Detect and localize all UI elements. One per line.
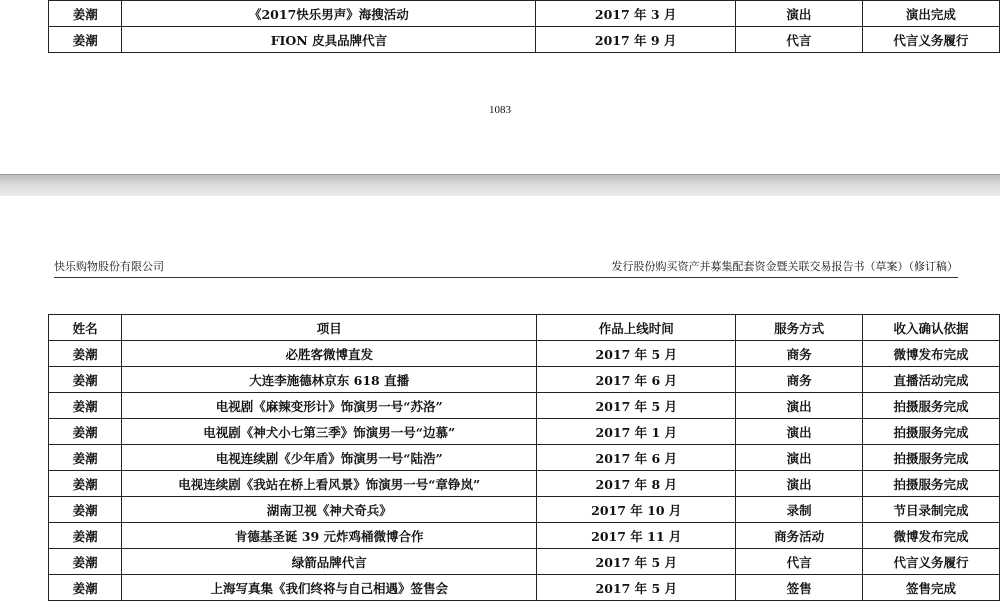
- cell-date: 2017 年 1 月: [537, 419, 736, 445]
- cell-basis: 代言义务履行: [863, 549, 1000, 575]
- cell-basis: 微博发布完成: [863, 523, 1000, 549]
- cell-service: 商务活动: [736, 523, 863, 549]
- cell-date: 2017 年 5 月: [537, 575, 736, 601]
- cell-date: 2017 年 9 月: [536, 27, 736, 53]
- col-header-name: 姓名: [49, 315, 122, 341]
- report-title: 发行股份购买资产并募集配套资金暨关联交易报告书（草案）（修订稿）: [611, 260, 958, 273]
- cell-basis: 拍摄服务完成: [863, 445, 1000, 471]
- cell-basis: 微博发布完成: [863, 341, 1000, 367]
- page-header: [54, 258, 958, 278]
- cell-project: 大连李施德林京东 618 直播: [122, 367, 537, 393]
- page-separator: [0, 174, 1000, 197]
- cell-basis: 拍摄服务完成: [863, 393, 1000, 419]
- cell-project: FION 皮具品牌代言: [122, 27, 536, 53]
- table-row: [49, 367, 1000, 393]
- cell-name: 姜潮: [49, 27, 122, 53]
- cell-basis: 直播活动完成: [863, 367, 1000, 393]
- company-name: 快乐购物股份有限公司: [54, 260, 164, 273]
- col-header-project: 项目: [122, 315, 537, 341]
- cell-project: 《2017快乐男声》海搜活动: [122, 1, 536, 27]
- cell-project: 电视剧《神犬小七第三季》饰演男一号“边慕”: [122, 419, 537, 445]
- cell-date: 2017 年 6 月: [537, 445, 736, 471]
- current-page: [0, 196, 1000, 608]
- cell-date: 2017 年 5 月: [537, 549, 736, 575]
- table-row: [49, 575, 1000, 601]
- table-row: [49, 471, 1000, 497]
- cell-basis: 签售完成: [863, 575, 1000, 601]
- cell-date: 2017 年 10 月: [537, 497, 736, 523]
- cell-service: 商务: [736, 341, 863, 367]
- cell-service: 演出: [736, 419, 863, 445]
- income-table: [48, 314, 1000, 601]
- cell-basis: 代言义务履行: [862, 27, 999, 53]
- cell-date: 2017 年 3 月: [536, 1, 736, 27]
- table-row: [49, 445, 1000, 471]
- table-row: [49, 341, 1000, 367]
- cell-date: 2017 年 11 月: [537, 523, 736, 549]
- cell-date: 2017 年 5 月: [537, 341, 736, 367]
- cell-project: 电视连续剧《我站在桥上看风景》饰演男一号“章铮岚”: [122, 471, 537, 497]
- cell-basis: 拍摄服务完成: [863, 471, 1000, 497]
- cell-name: 姜潮: [49, 471, 122, 497]
- table-row: [49, 27, 1000, 53]
- cell-project: 湖南卫视《神犬奇兵》: [122, 497, 537, 523]
- cell-service: 商务: [736, 367, 863, 393]
- cell-service: 演出: [736, 445, 863, 471]
- previous-page: [0, 0, 1000, 174]
- cell-basis: 演出完成: [862, 1, 999, 27]
- cell-service: 代言: [736, 549, 863, 575]
- cell-name: 姜潮: [49, 523, 122, 549]
- cell-name: 姜潮: [49, 1, 122, 27]
- cell-service: 演出: [736, 471, 863, 497]
- cell-service: 签售: [736, 575, 863, 601]
- table-row: [49, 419, 1000, 445]
- cell-project: 电视剧《麻辣变形计》饰演男一号“苏洛”: [122, 393, 537, 419]
- cell-service: 演出: [736, 393, 863, 419]
- page-number: 1083: [489, 104, 511, 116]
- top-income-table: [48, 0, 1000, 53]
- cell-name: 姜潮: [49, 341, 122, 367]
- col-header-service: 服务方式: [736, 315, 863, 341]
- cell-basis: 拍摄服务完成: [863, 419, 1000, 445]
- cell-service: 代言: [735, 27, 862, 53]
- top-table-body: [49, 1, 1000, 53]
- cell-project: 必胜客微博直发: [122, 341, 537, 367]
- table-body: [49, 341, 1000, 601]
- table-row: [49, 1, 1000, 27]
- cell-project: 肯德基圣诞 39 元炸鸡桶微博合作: [122, 523, 537, 549]
- cell-service: 演出: [735, 1, 862, 27]
- cell-project: 绿箭品牌代言: [122, 549, 537, 575]
- cell-name: 姜潮: [49, 419, 122, 445]
- cell-name: 姜潮: [49, 549, 122, 575]
- table-row: [49, 393, 1000, 419]
- cell-name: 姜潮: [49, 393, 122, 419]
- cell-date: 2017 年 5 月: [537, 393, 736, 419]
- table-row: [49, 549, 1000, 575]
- cell-project: 电视连续剧《少年盾》饰演男一号“陆浩”: [122, 445, 537, 471]
- cell-name: 姜潮: [49, 445, 122, 471]
- table-row: [49, 523, 1000, 549]
- cell-name: 姜潮: [49, 497, 122, 523]
- cell-service: 录制: [736, 497, 863, 523]
- table-row: [49, 497, 1000, 523]
- cell-date: 2017 年 8 月: [537, 471, 736, 497]
- cell-basis: 节目录制完成: [863, 497, 1000, 523]
- col-header-basis: 收入确认依据: [863, 315, 1000, 341]
- cell-date: 2017 年 6 月: [537, 367, 736, 393]
- cell-name: 姜潮: [49, 575, 122, 601]
- table-header-row: [49, 315, 1000, 341]
- col-header-date: 作品上线时间: [537, 315, 736, 341]
- cell-project: 上海写真集《我们终将与自己相遇》签售会: [122, 575, 537, 601]
- cell-name: 姜潮: [49, 367, 122, 393]
